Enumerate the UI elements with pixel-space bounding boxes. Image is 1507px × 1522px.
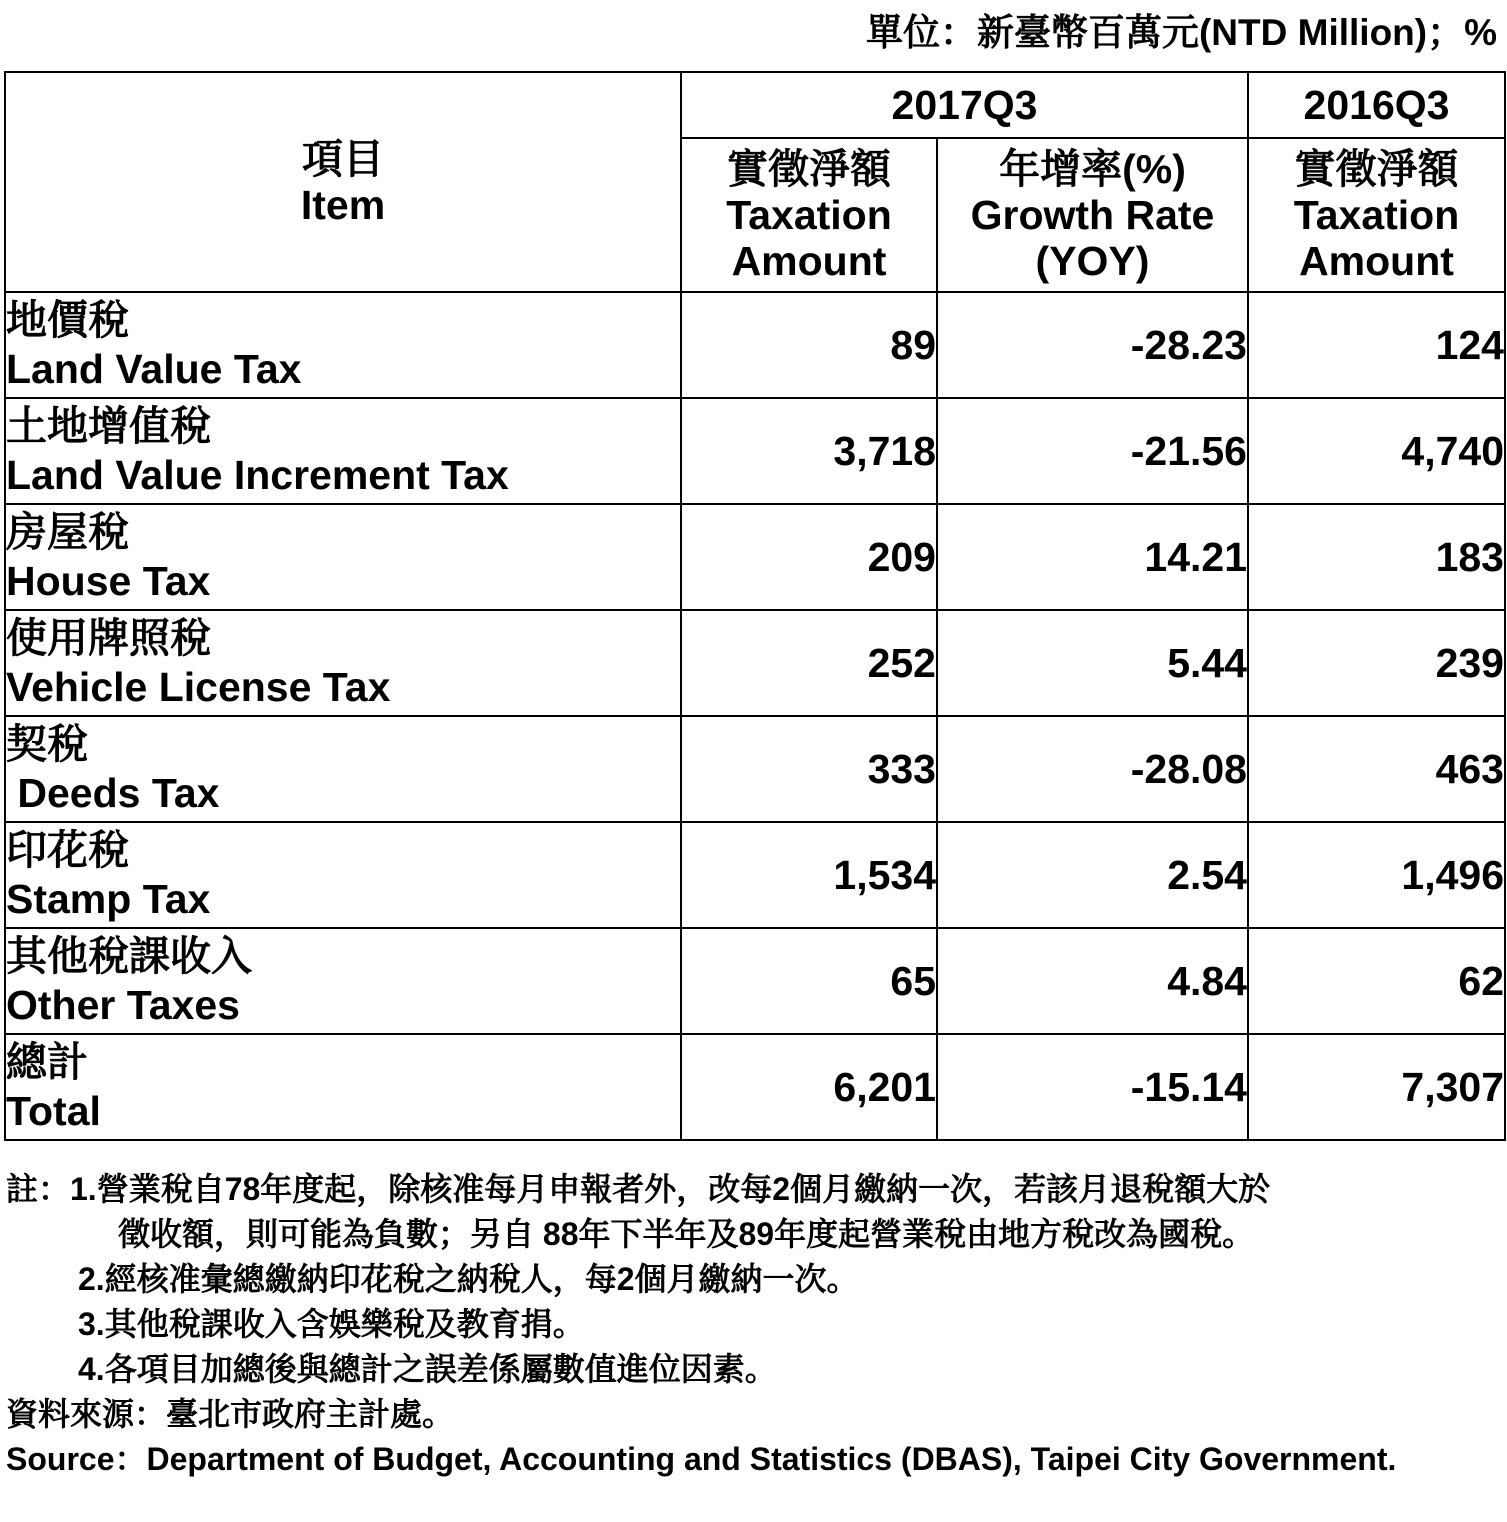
item-zh: 房屋稅: [6, 508, 129, 555]
growth-cell: -28.23: [937, 292, 1248, 398]
growth-cell: -15.14: [937, 1034, 1248, 1140]
item-en: Total: [6, 1088, 101, 1134]
amount-2016-cell: 239: [1248, 610, 1505, 716]
table-row: [5, 398, 1505, 504]
growth-cell: 4.84: [937, 928, 1248, 1034]
amount-2017-cell: 209: [681, 504, 937, 610]
item-zh: 地價稅: [6, 296, 129, 343]
amount-2016-cell: 183: [1248, 504, 1505, 610]
item-zh: 印花稅: [6, 826, 129, 873]
row-item: [5, 292, 681, 398]
source-zh: 資料來源：臺北市政府主計處。: [6, 1396, 455, 1432]
header-growth-zh: 年增率(%): [999, 145, 1186, 192]
row-item: [5, 610, 681, 716]
amount-2017-cell: 3,718: [681, 398, 937, 504]
tax-table: [4, 71, 1506, 1141]
item-en: Deeds Tax: [6, 770, 220, 816]
amount-2016-cell: 7,307: [1248, 1034, 1505, 1140]
table-row-total: [5, 1034, 1505, 1140]
table-row: [5, 292, 1505, 398]
item-zh: 總計: [6, 1038, 88, 1085]
amount-2017-cell: 333: [681, 716, 937, 822]
header-item-en: Item: [300, 182, 386, 228]
header-amount-en2: Amount: [1299, 238, 1454, 285]
amount-2016-cell: 62: [1248, 928, 1505, 1034]
row-item: [5, 928, 681, 1034]
source-en: Source：Department of Budget, Accounting and Statistics (DBAS), Taipei City Government.: [6, 1441, 1397, 1477]
header-growth-en2: (YOY): [1035, 238, 1150, 285]
header-item: [5, 72, 681, 292]
row-item: [5, 1034, 681, 1140]
note-2: 2.經核准彙總繳納印花稅之納稅人，每2個月繳納一次。: [78, 1261, 859, 1297]
item-zh: 使用牌照稅: [6, 614, 211, 661]
amount-2016-cell: 1,496: [1248, 822, 1505, 928]
amount-2017-cell: 65: [681, 928, 937, 1034]
header-amount-zh: 實徵淨額: [1294, 145, 1459, 192]
growth-cell: -21.56: [937, 398, 1248, 504]
growth-cell: -28.08: [937, 716, 1248, 822]
header-amount-en1: Taxation: [1293, 191, 1460, 238]
item-zh: 契稅: [6, 720, 88, 767]
item-en: Other Taxes: [6, 982, 240, 1028]
amount-2016-cell: 4,740: [1248, 398, 1505, 504]
row-item: [5, 822, 681, 928]
note-1-line-1: 註：1.營業稅自78年度起，除核准每月申報者外，改每2個月繳納一次，若該月退稅額大於: [6, 1171, 1271, 1207]
header-amount-en1: Taxation: [726, 191, 892, 238]
note-4: 4.各項目加總後與總計之誤差係屬數值進位因素。: [78, 1351, 777, 1387]
item-zh: 土地增值稅: [6, 402, 211, 449]
header-growth-en1: Growth Rate: [970, 191, 1215, 238]
item-en: Land Value Tax: [6, 346, 302, 392]
header-amount-2017: [681, 138, 937, 292]
note-3: 3.其他稅課收入含娛樂稅及教育捐。: [78, 1306, 585, 1342]
item-en: Land Value Increment Tax: [6, 452, 509, 498]
item-en: Stamp Tax: [6, 876, 211, 922]
growth-cell: 5.44: [937, 610, 1248, 716]
table-row: [5, 928, 1505, 1034]
header-period-2016q3: 2016Q3: [1248, 72, 1505, 138]
header-amount-2016: [1248, 138, 1505, 292]
item-en: House Tax: [6, 558, 211, 604]
row-item: [5, 716, 681, 822]
amount-2017-cell: 1,534: [681, 822, 937, 928]
table-row: [5, 822, 1505, 928]
item-zh: 其他稅課收入: [6, 932, 252, 979]
header-growth: [937, 138, 1248, 292]
growth-cell: 2.54: [937, 822, 1248, 928]
header-period-2017q3: 2017Q3: [681, 72, 1248, 138]
amount-2017-cell: 6,201: [681, 1034, 937, 1140]
notes: [6, 1167, 1506, 1482]
item-en: Vehicle License Tax: [6, 664, 391, 710]
amount-2016-cell: 124: [1248, 292, 1505, 398]
amount-2017-cell: 89: [681, 292, 937, 398]
header-row-period: [5, 72, 1505, 138]
unit-label: 單位：新臺幣百萬元(NTD Million)；%: [865, 12, 1497, 53]
header-amount-en2: Amount: [731, 238, 887, 285]
row-item: [5, 504, 681, 610]
table-row: [5, 610, 1505, 716]
row-item: [5, 398, 681, 504]
amount-2016-cell: 463: [1248, 716, 1505, 822]
header-amount-zh: 實徵淨額: [727, 145, 891, 192]
amount-2017-cell: 252: [681, 610, 937, 716]
note-1-line-2: 徵收額，則可能為負數；另自 88年下半年及89年度起營業稅由地方稅改為國稅。: [118, 1216, 1255, 1252]
table-row: [5, 504, 1505, 610]
growth-cell: 14.21: [937, 504, 1248, 610]
header-item-zh: 項目: [302, 135, 384, 182]
table-row: [5, 716, 1505, 822]
